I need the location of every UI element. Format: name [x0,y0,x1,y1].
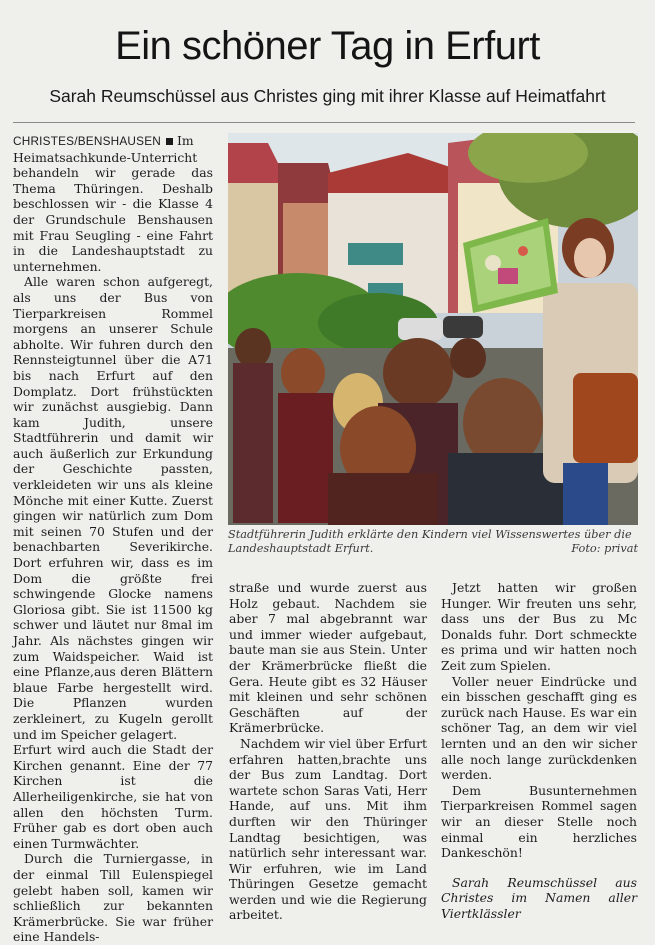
subheadline: Sarah Reumschüssel aus Christes ging mit ihrer Klasse auf Heimatfahrt [49,86,606,106]
article-column-3 [441,580,637,921]
dateline: CHRISTES/BENSHAUSEN [13,134,162,148]
paragraph-text: Im Heimatsachkunde-Unterricht behandeln wir gerade das Thema Thüringen. Deshalb beschlossen wir - die Klasse 4 der Grundschule Benshausen mit Frau Seugling - eine Fahrt in die Landeshauptstadt zu unternehmen. [13,133,213,274]
article-column-2 [229,580,427,923]
photo-credit: Foto: privat [571,542,638,555]
paragraph: Erfurt wird auch die Stadt der Kirchen genannt. Eine der 77 Kirchen ist die Allerheiligenkirche, sie hat von allen den höchsten Turm. Früher gab es dort oben auch einen Turmwächter. [13,742,213,851]
header-rule [13,122,635,123]
paragraph-intro [13,133,213,274]
paragraph: Voller neuer Eindrücke und ein bisschen geschafft ging es zurück nach Hause. Es war ein schöner Tag, an dem wir viel lernten und an den wir sicher alle noch lange zurückdenken werden. [441,673,637,783]
paragraph: Jetzt hatten wir großen Hunger. Wir freuten uns sehr, dass uns der Bus zu Mc Donalds fuhr. Dort schmeckte es prima und wir hatten noch Zeit zum Spielen. [441,580,637,673]
headline: Ein schöner Tag in Erfurt [115,24,540,68]
article-column-1 [13,133,213,945]
dateline-square-icon [166,138,173,145]
caption-text: Stadtführerin Judith erklärte den Kindern viel Wissenswertes über die Landeshauptstadt Erfurt. [228,528,632,555]
signature: Sarah Reumschüssel aus Christes im Namen aller Viertklässler [441,874,637,921]
article-photo [228,133,638,525]
paragraph: Alle waren schon aufgeregt, als uns der Bus von Tierparkreisen Rommel morgens an unserer Schule abholte. Wir fuhren durch den Rennsteigtunnel über die A71 bis nach Erfurt auf den Domplatz. Dort frühstückten wir zunächst ausgiebig. Dann kam Judith, unsere Stadtführerin und damit wir auch äußerlich zur Erkundung der Geschichte passten, verkleideten wir uns als kleine Mönche mit einer Kutte. Zuerst gingen wir natürlich zum Dom mit seinen 70 Stufen und der benachbarten Severikirche. Dort erfuhren wir, dass es im Dom die größte frei schwingende Glocke namens Gloriosa gibt. Sie ist 11500 kg schwer und läutet nur 8mal im Jahr. Als nächstes gingen wir zum Waidspeicher. Waid ist eine Pflanze,aus deren Blättern blaue Farbe hergestellt wird. Die Pflanzen wurden zerkleinert, zu Kugeln gerollt und im Speicher gelagert. [13,274,213,742]
paragraph: Durch die Turniergasse, in der einmal Till Eulenspiegel gelebt haben soll, kamen wir schließlich zur bekannten Krämerbrücke. Sie war früher eine Handels- [13,851,213,945]
paragraph: Dem Busunternehmen Tierparkreisen Rommel sagen wir an dieser Stelle noch einmal ein herzliches Dankeschön! [441,782,637,861]
photo-caption [228,528,638,556]
paragraph: Nachdem wir viel über Erfurt erfahren hatten,brachte uns der Bus zum Landtag. Dort wartete schon Saras Vati, Herr Hande, auf uns. Mit ihm durften wir den Thüringer Landtag besichtigen, was natürlich sehr interessant war. Wir erfuhren, wie im Land Thüringen Gesetze gemacht werden und wie die Regierung arbeitet. [229,735,427,923]
paragraph: straße und wurde zuerst aus Holz gebaut. Nachdem sie aber 7 mal abgebrannt war und immer wieder aufgebaut, baute man sie aus Stein. Unter der Krämerbrücke fließt die Gera. Heute gibt es 32 Häuser mit kleinen und sehr schönen Geschäften auf der Krämerbrücke. [229,580,427,736]
